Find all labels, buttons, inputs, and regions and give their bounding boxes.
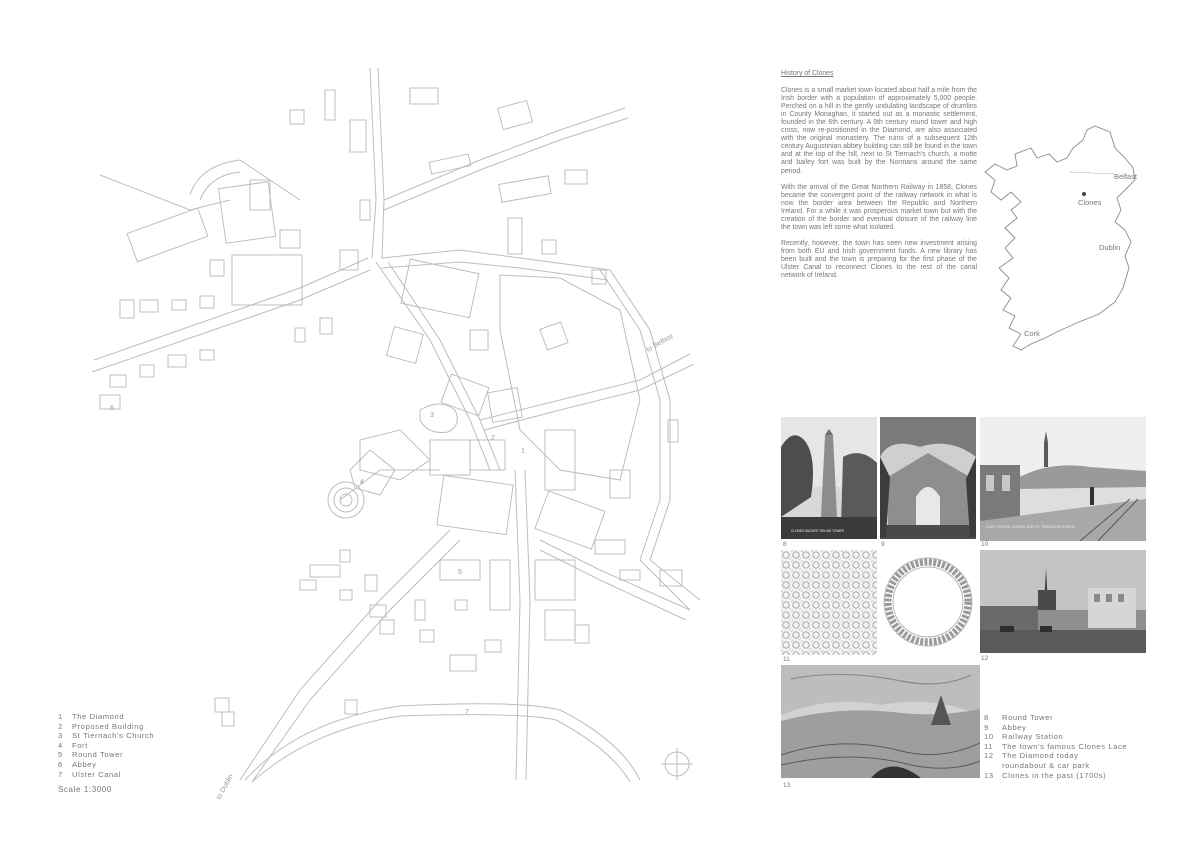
photo-legend xyxy=(984,713,1127,780)
photo-number-8: 8 xyxy=(783,541,787,548)
legend-item: 7 Ulster Canal xyxy=(58,769,121,779)
photo-clones-lace xyxy=(781,550,877,655)
photo-clones-1700s xyxy=(781,665,980,778)
history-section xyxy=(781,70,977,288)
photo-number-12: 12 xyxy=(981,655,989,662)
map-marker-3: 3 xyxy=(430,412,434,419)
map-marker-4: 4 xyxy=(360,479,364,486)
legend-item: 2 Proposed Building xyxy=(58,721,144,731)
photo-abbey xyxy=(880,417,976,539)
buildings xyxy=(100,88,682,726)
photo-number-11: 11 xyxy=(783,656,790,663)
road-network xyxy=(92,68,700,782)
legend-item: 6 Abbey xyxy=(58,759,97,769)
ulster-canal xyxy=(245,704,640,782)
photo-legend-item: 12 The Diamond today xyxy=(984,751,1079,761)
photo-diamond-today xyxy=(980,550,1146,653)
map-marker-7: 7 xyxy=(465,709,469,716)
ireland-outline-map xyxy=(975,118,1150,358)
photo-legend-item: 11 The town's famous Clones Lace xyxy=(984,741,1128,751)
to-dublin-label: to Dublin xyxy=(215,773,235,801)
photo-legend-item: 8 Round Tower xyxy=(984,713,1054,722)
fort-motte xyxy=(328,430,430,518)
history-paragraph-2: With the arrival of the Great Northern Railway in 1858, Clones became the convergent point of the railway network in what is now the border area between the Republic and Northern Ireland. For a while it was prosperous market town but with the creation of the border and eventual closure of the railway line the town was left some what isolated. xyxy=(781,183,977,231)
ireland-label-clones: Clones xyxy=(1078,198,1102,207)
photo-legend-item: roundabout & car park xyxy=(1002,760,1090,770)
photo-number-10: 10 xyxy=(981,541,989,548)
photo-railway-station xyxy=(980,417,1146,541)
history-paragraph-3: Recently, however, the town has seen new investment arising from both EU and Irish government funds. A new library has been built and the town is preparing for the first phase of the Ulster Canal to reconnect Clones to the rest of the canal network of Ireland. xyxy=(781,239,977,280)
photo-legend-item: 9 Abbey xyxy=(984,722,1027,732)
map-scale: Scale 1:3000 xyxy=(58,785,112,794)
history-heading: History of Clones xyxy=(781,70,834,77)
history-paragraph-1: Clones is a small market town located about half a mile from the Irish border with a population of approximately 5,000 people. Perched on a hill in the gently undulating landscape of drumlins in County Monaghan, it started out as a monastic settlement, founded in the 6th century. A 9th century round tower and high cross, now re-positioned in the Diamond, are also associated with the original monastery. The ruins of a subsequent 12th century Augustinian abbey building can still be found in the town and at the top of the hill, next to St Tiernach's church, a motte and bailey fort was built by the Normans around the same period. xyxy=(781,87,977,175)
ireland-label-belfast: Belfast xyxy=(1114,172,1137,181)
legend-item: 4 Fort xyxy=(58,740,88,750)
photo-lace-collar xyxy=(880,550,976,655)
map-marker-1: 1 xyxy=(521,448,525,455)
ireland-label-dublin: Dublin xyxy=(1099,243,1121,252)
ireland-label-cork: Cork xyxy=(1024,329,1040,338)
legend-item: 3 St Tiernach's Church xyxy=(58,731,155,741)
legend-item: 5 Round Tower xyxy=(58,750,124,760)
map-marker-6: 6 xyxy=(110,405,114,412)
photo-caption-10: G.N.R. STATION, CLONES, WITH ST. TIERNACH'S CHURCH xyxy=(986,525,1075,529)
photo-number-13: 13 xyxy=(783,782,791,789)
photo-number-9: 9 xyxy=(881,541,885,548)
photo-legend-item: 10 Railway Station xyxy=(984,732,1064,742)
photo-round-tower xyxy=(781,417,877,539)
north-compass xyxy=(661,748,693,780)
map-legend xyxy=(58,712,154,779)
map-marker-2: 2 xyxy=(491,435,495,442)
legend-item: 1 The Diamond xyxy=(58,712,125,721)
photo-caption-8: CLONES ANCIENT ROUND TOWER xyxy=(791,529,844,533)
map-marker-5: 5 xyxy=(458,569,462,576)
photo-legend-item: 13 Clones in the past (1700s) xyxy=(984,770,1107,780)
to-belfast-label: to Belfast xyxy=(645,333,675,354)
